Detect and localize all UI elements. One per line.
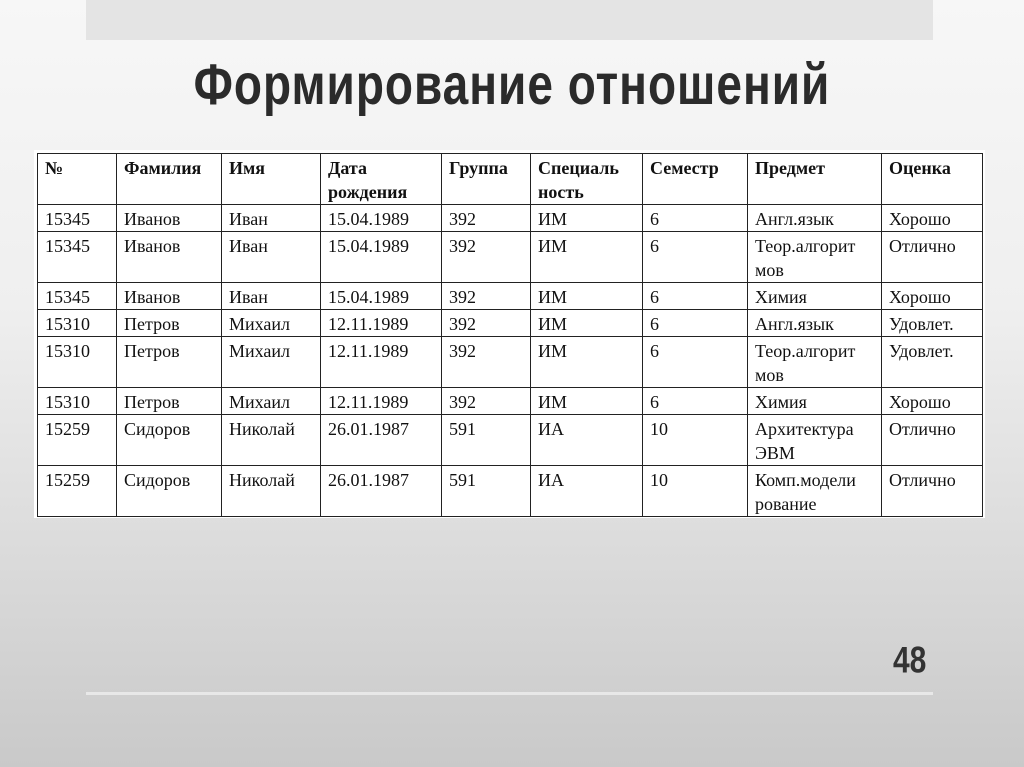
table-cell: 6 — [643, 337, 748, 388]
table-cell: ИМ — [531, 310, 643, 337]
slide-title: Формирование отношений — [193, 51, 831, 117]
column-header: Семестр — [643, 154, 748, 205]
table-cell: 15259 — [38, 466, 117, 517]
table-cell: Комп.модели рование — [748, 466, 882, 517]
table-cell: 392 — [442, 232, 531, 283]
table-cell: 26.01.1987 — [321, 415, 442, 466]
table-cell: Михаил — [222, 310, 321, 337]
column-header: Предмет — [748, 154, 882, 205]
table-cell: 12.11.1989 — [321, 310, 442, 337]
column-header: Оценка — [882, 154, 983, 205]
table-cell: 6 — [643, 310, 748, 337]
column-header: Фамилия — [117, 154, 222, 205]
table-cell: 6 — [643, 232, 748, 283]
table-row — [38, 205, 983, 232]
bottom-divider — [86, 692, 933, 695]
table-cell: 6 — [643, 388, 748, 415]
column-header: Группа — [442, 154, 531, 205]
table-cell: 10 — [643, 415, 748, 466]
table-row — [38, 283, 983, 310]
table-cell: Петров — [117, 310, 222, 337]
table-cell: 15310 — [38, 337, 117, 388]
table-cell: ИМ — [531, 232, 643, 283]
table-cell: Сидоров — [117, 466, 222, 517]
relations-table — [37, 153, 983, 517]
table-cell: ИА — [531, 415, 643, 466]
table-cell: Иванов — [117, 232, 222, 283]
table-cell: 392 — [442, 337, 531, 388]
table-row — [38, 337, 983, 388]
table-cell: 591 — [442, 466, 531, 517]
table-cell: Хорошо — [882, 388, 983, 415]
table-cell: Архитектура ЭВМ — [748, 415, 882, 466]
table-cell: 392 — [442, 388, 531, 415]
table-cell: Удовлет. — [882, 310, 983, 337]
table-cell: Михаил — [222, 388, 321, 415]
table-cell: 591 — [442, 415, 531, 466]
table-cell: 15345 — [38, 205, 117, 232]
table-cell: 15310 — [38, 310, 117, 337]
table-row — [38, 310, 983, 337]
top-decor-bar — [86, 0, 933, 40]
table-cell: Иванов — [117, 205, 222, 232]
table-cell: 15345 — [38, 232, 117, 283]
table-cell: Химия — [748, 283, 882, 310]
table-cell: Теор.алгорит мов — [748, 232, 882, 283]
table-cell: Отлично — [882, 415, 983, 466]
table-cell: 26.01.1987 — [321, 466, 442, 517]
table-cell: ИМ — [531, 337, 643, 388]
table-cell: ИМ — [531, 283, 643, 310]
column-header: № — [38, 154, 117, 205]
table-cell: Сидоров — [117, 415, 222, 466]
table-cell: ИМ — [531, 205, 643, 232]
table-cell: Иван — [222, 205, 321, 232]
column-header: Дата рождения — [321, 154, 442, 205]
column-header: Имя — [222, 154, 321, 205]
table-cell: Иван — [222, 283, 321, 310]
table-cell: 392 — [442, 310, 531, 337]
table-cell: 15.04.1989 — [321, 232, 442, 283]
table-cell: Николай — [222, 415, 321, 466]
table-cell: Англ.язык — [748, 310, 882, 337]
table-cell: 15.04.1989 — [321, 283, 442, 310]
table-cell: ИМ — [531, 388, 643, 415]
table-cell: Николай — [222, 466, 321, 517]
table-container — [34, 150, 985, 518]
table-cell: ИА — [531, 466, 643, 517]
table-cell: 10 — [643, 466, 748, 517]
table-cell: 6 — [643, 205, 748, 232]
table-header-row — [38, 154, 983, 205]
table-row — [38, 232, 983, 283]
table-cell: Иван — [222, 232, 321, 283]
page-number: 48 — [893, 640, 927, 682]
table-cell: Петров — [117, 337, 222, 388]
table-row — [38, 388, 983, 415]
table-cell: 6 — [643, 283, 748, 310]
table-cell: Петров — [117, 388, 222, 415]
table-cell: Химия — [748, 388, 882, 415]
column-header: Специаль ность — [531, 154, 643, 205]
table-cell: 15345 — [38, 283, 117, 310]
table-cell: Михаил — [222, 337, 321, 388]
table-cell: 15.04.1989 — [321, 205, 442, 232]
table-cell: Англ.язык — [748, 205, 882, 232]
table-cell: Теор.алгорит мов — [748, 337, 882, 388]
table-cell: 392 — [442, 205, 531, 232]
table-cell: Отлично — [882, 466, 983, 517]
table-cell: Удовлет. — [882, 337, 983, 388]
table-row — [38, 415, 983, 466]
table-cell: 12.11.1989 — [321, 337, 442, 388]
table-cell: 15259 — [38, 415, 117, 466]
table-cell: 392 — [442, 283, 531, 310]
table-cell: Хорошо — [882, 283, 983, 310]
table-cell: Иванов — [117, 283, 222, 310]
table-cell: 15310 — [38, 388, 117, 415]
table-row — [38, 466, 983, 517]
table-cell: Хорошо — [882, 205, 983, 232]
table-cell: Отлично — [882, 232, 983, 283]
table-cell: 12.11.1989 — [321, 388, 442, 415]
